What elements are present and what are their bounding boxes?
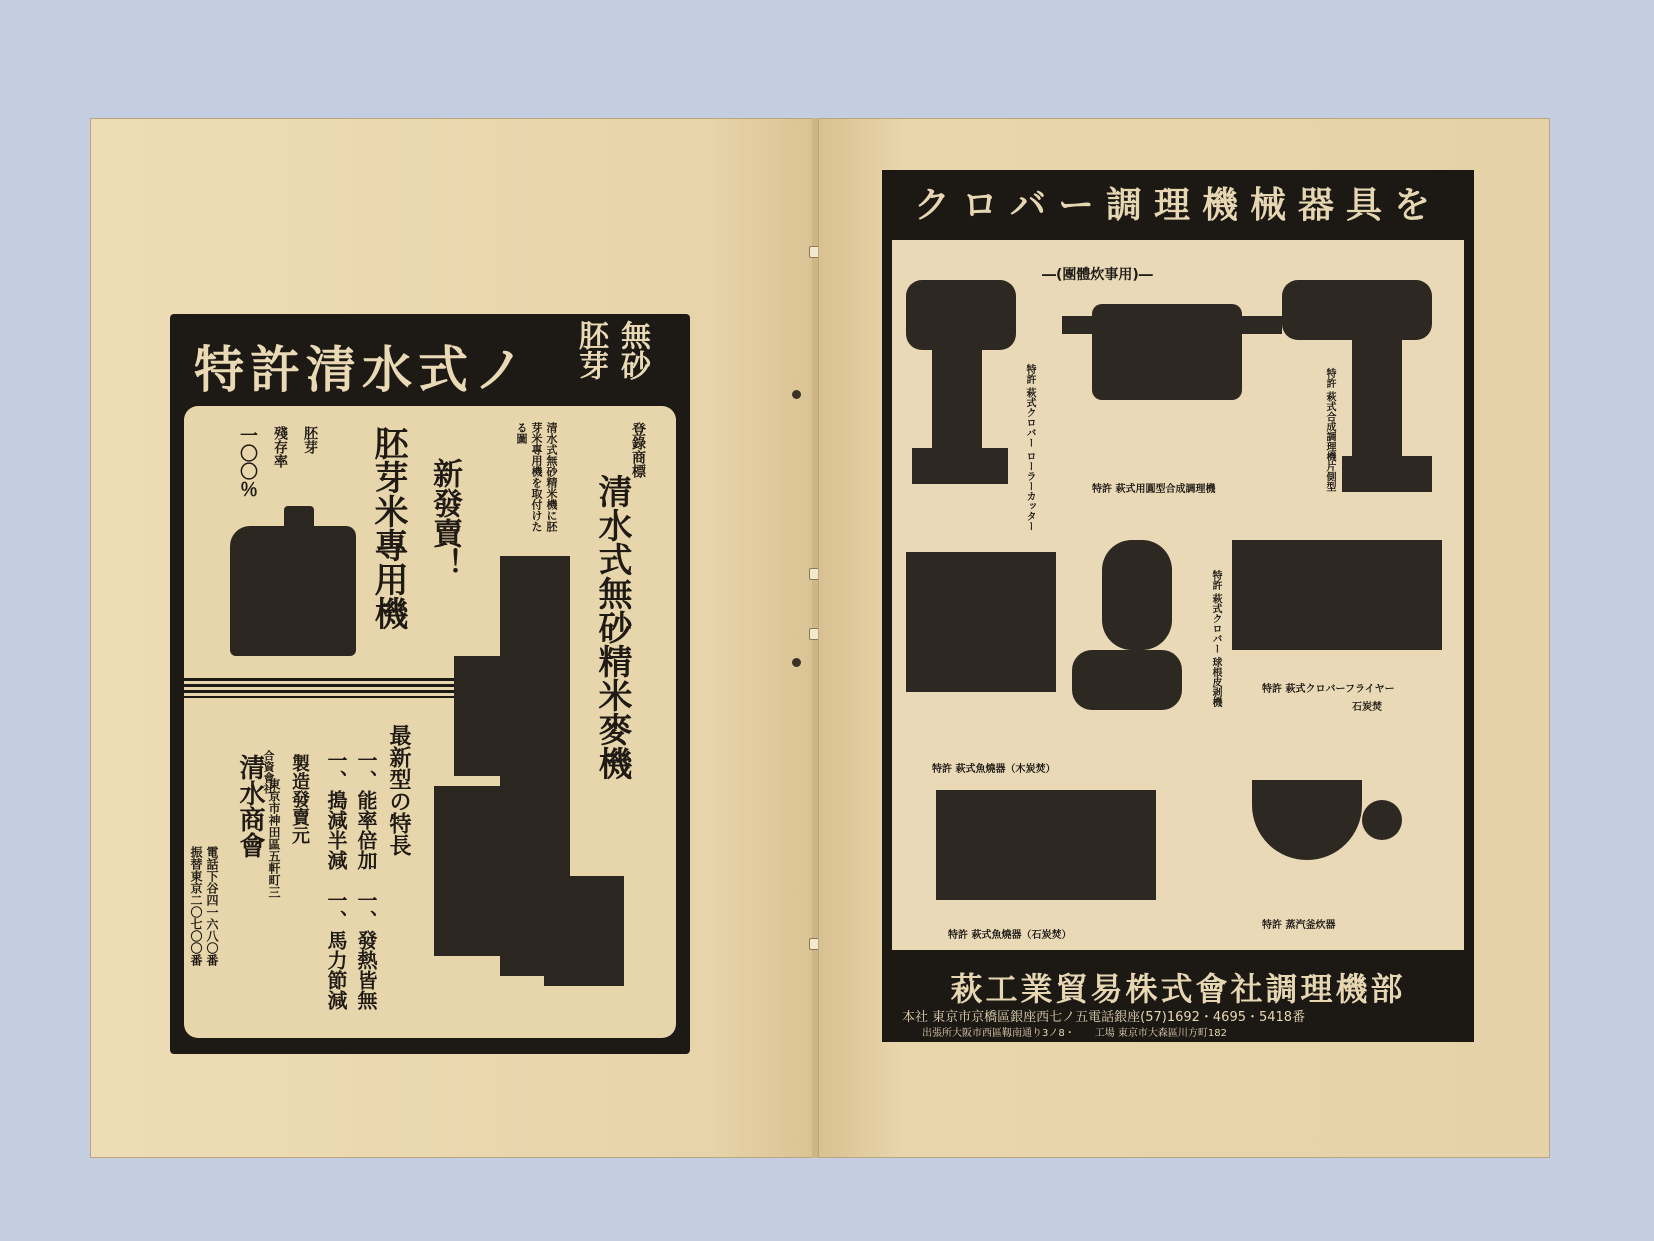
steam-kettle-wheel — [1362, 800, 1402, 840]
clover-body-panel — [892, 240, 1464, 950]
caption-round-processor: 特許 萩式用圓型合成調理機 — [1092, 484, 1216, 495]
phone-number-1: 電話下谷四一六八〇番 — [205, 846, 219, 966]
bulb-peeler-base — [1072, 650, 1182, 710]
clover-subtitle: ―(團體炊事用)― — [1042, 267, 1153, 283]
clover-footer — [882, 960, 1474, 1042]
divider-stripes — [184, 678, 454, 698]
registered-trademark: 登錄商標 — [630, 422, 646, 478]
features-title: 最新型の特長 — [386, 724, 412, 856]
magazine-spread — [90, 118, 1550, 1158]
header-small-text-2: 胚芽 — [573, 320, 608, 380]
maker-address: 東京市神田區五軒町三 — [267, 778, 281, 898]
one-sided-processor-stand — [1352, 340, 1402, 460]
clover-address-2: 出張所大阪市西區靱南通り3ノ8・ 工場 東京市大森區川方町182 — [922, 1028, 1227, 1039]
header-small-text-1: 無砂 — [615, 320, 650, 380]
roller-cutter-base — [912, 448, 1008, 484]
right-page — [818, 118, 1550, 1158]
caption-steam-kettle: 特許 蒸汽釜炊器 — [1262, 920, 1336, 931]
bulb-peeler-illustration — [1102, 540, 1172, 650]
caption-charcoal-fish-roaster: 特許 萩式魚燒器（木炭焚） — [932, 764, 1056, 775]
binding-hole — [792, 658, 801, 667]
product-name: 清水式無砂精米麥機 — [592, 474, 632, 780]
germ-rate-label-1: 胚芽 — [302, 426, 318, 454]
rice-mill-hopper — [454, 656, 504, 776]
shimizu-advertisement — [170, 314, 690, 1054]
roller-cutter-illustration — [906, 280, 1016, 350]
round-processor-shaft — [1062, 316, 1282, 334]
one-sided-processor-base — [1342, 456, 1432, 492]
company-type: 合資會社 — [262, 750, 275, 794]
phone-number-2: 振替東京二〇七〇〇番 — [189, 846, 203, 966]
roller-cutter-stand — [932, 350, 982, 450]
rice-mill-body — [434, 786, 534, 956]
clover-advertisement — [882, 170, 1474, 1042]
one-sided-processor-illustration — [1282, 280, 1432, 340]
charcoal-fish-roaster-illustration — [906, 552, 1056, 692]
germ-machine-hopper — [284, 506, 314, 546]
caption-bulb-peeler: 特許 萩式クロバー 球根皮剥機 — [1210, 570, 1221, 707]
fryer-illustration — [1232, 540, 1442, 650]
caption-fryer: 特許 萩式クロバーフライヤー — [1262, 684, 1395, 695]
maker-company: 清水商會 — [235, 754, 265, 858]
clover-title: クロバー調理機械器具を — [913, 184, 1442, 226]
germ-rate-label-2: 殘存率 — [272, 426, 288, 468]
product-note: 清水式無砂精米機に胚芽米專用機を取付けたる圖 — [515, 422, 558, 532]
ad-header — [170, 314, 690, 406]
header-main-text: 特許清水式ノ — [194, 340, 530, 399]
left-page — [90, 118, 818, 1158]
clover-company-name: 萩工業貿易株式會社調理機部 — [950, 970, 1406, 1008]
new-release-text: 新發賣！ — [427, 458, 462, 578]
rice-mill-motor-box — [544, 876, 624, 986]
coal-fish-roaster-illustration — [936, 790, 1156, 900]
germ-rate-value: 一〇〇％ — [237, 426, 258, 498]
caption-coal-fish-roaster: 特許 萩式魚燒器（石炭焚） — [948, 930, 1072, 941]
clover-address: 本社 東京市京橋區銀座西七ノ五電話銀座(57)1692・4695・5418番 — [902, 1010, 1306, 1025]
caption-one-sided-processor: 特許 萩式合成調理機片側型 — [1324, 368, 1335, 492]
caption-roller-cutter: 特許 萩式クロバー ローラーカッター — [1024, 364, 1035, 531]
feature-line-2: 一、搗減半減 一、馬力節減 — [324, 750, 348, 1010]
caption-fryer-fuel: 石炭焚 — [1352, 702, 1382, 713]
feature-line-1: 一、能率倍加 一、發熱皆無 — [354, 750, 378, 1010]
steam-kettle-illustration — [1252, 780, 1362, 860]
maker-label: 製造發賣元 — [289, 754, 310, 844]
germ-rice-machine-text: 胚芽米專用機 — [368, 426, 408, 630]
binding-hole — [792, 390, 801, 399]
ad-inner-panel — [184, 406, 676, 1038]
